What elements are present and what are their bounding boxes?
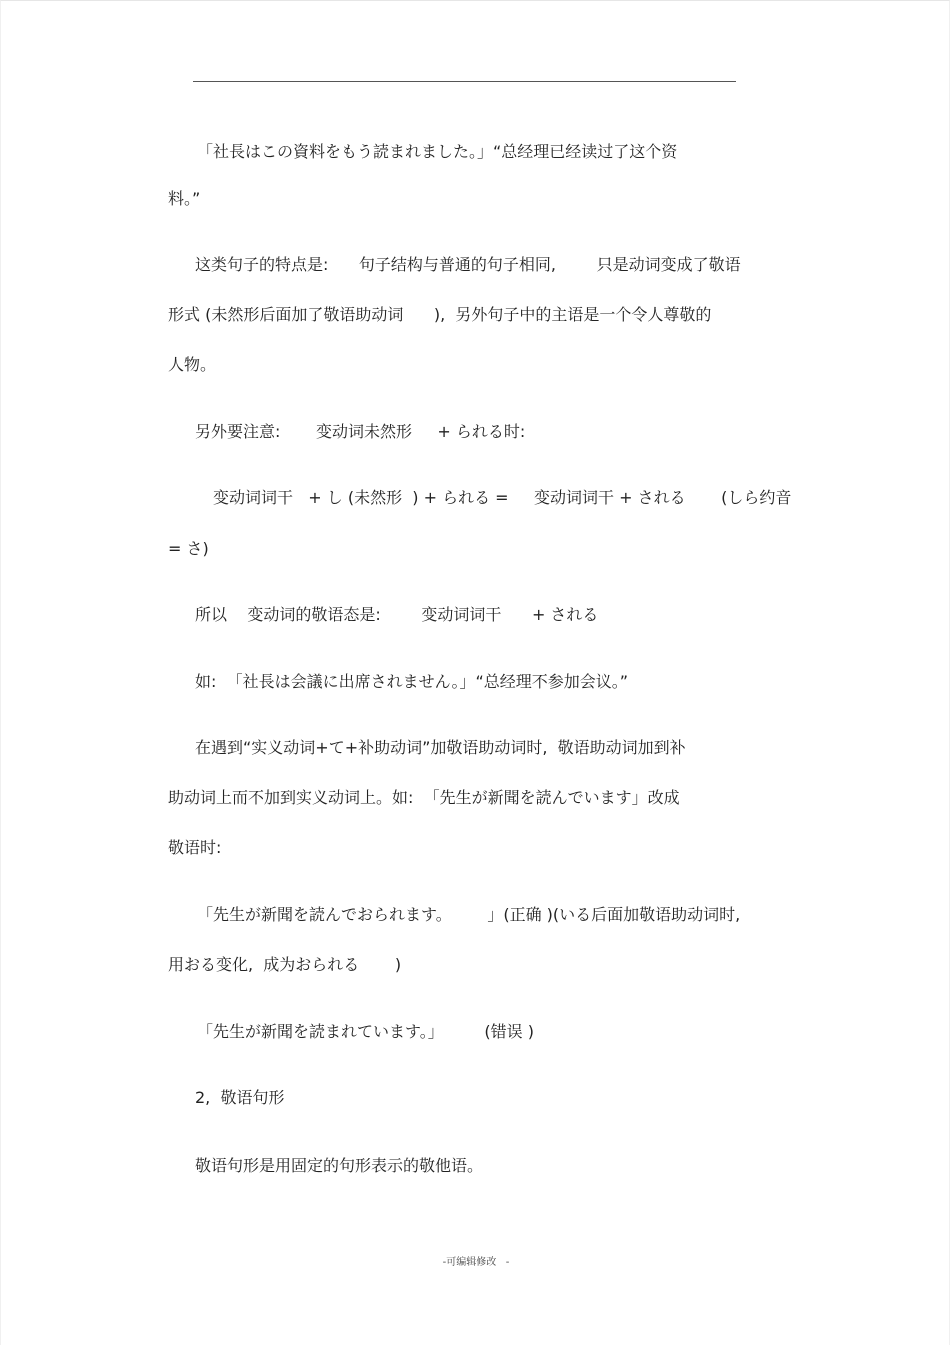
- paragraph-line: 「先生が新聞を読んでおられます。 」(正确 )(いる后面加敬语助动词时,: [197, 905, 741, 924]
- paragraph-line: 形式 (未然形后面加了敬语助动词 ), 另外句子中的主语是一个令人尊敬的: [168, 305, 712, 324]
- paragraph-line: = さ): [168, 539, 209, 558]
- paragraph-line: 这类句子的特点是: 句子结构与普通的句子相同, 只是动词变成了敬语: [195, 255, 741, 274]
- paragraph-line: 在遇到“实义动词+て+补助动词”加敬语助动词时, 敬语助动词加到补: [195, 738, 686, 757]
- paragraph-line: 另外要注意: 变动词未然形 + られる时:: [195, 422, 526, 441]
- paragraph-line: 「社長はこの資料をもう読まれました。」“总经理已经读过了这个资: [197, 142, 678, 161]
- section-heading: 2, 敬语句形: [195, 1088, 285, 1107]
- paragraph-line: 敬语时:: [168, 838, 222, 857]
- paragraph-line: 人物。: [168, 355, 217, 374]
- paragraph-line: 用おる变化, 成为おられる ): [168, 955, 402, 974]
- header-rule: [193, 81, 736, 82]
- paragraph-line: 所以 变动词的敬语态是: 变动词词干 + される: [195, 605, 599, 624]
- page-footer: -可编辑修改 -: [442, 1257, 510, 1268]
- paragraph-line: 料。”: [168, 189, 201, 208]
- paragraph-line: 变动词词干 + し (未然形 ) + られる = 变动词词干 + される (しら约音: [213, 488, 792, 507]
- paragraph-line: 助动词上而不加到实义动词上。如: 「先生が新聞を読んでいます」改成: [168, 788, 680, 807]
- paragraph-line: 「先生が新聞を読まれています。」 (错误 ): [197, 1022, 534, 1041]
- paragraph-line: 敬语句形是用固定的句形表示的敬他语。: [195, 1156, 484, 1175]
- paragraph-line: 如: 「社長は会議に出席されません。」“总经理不参加会议。”: [195, 672, 629, 691]
